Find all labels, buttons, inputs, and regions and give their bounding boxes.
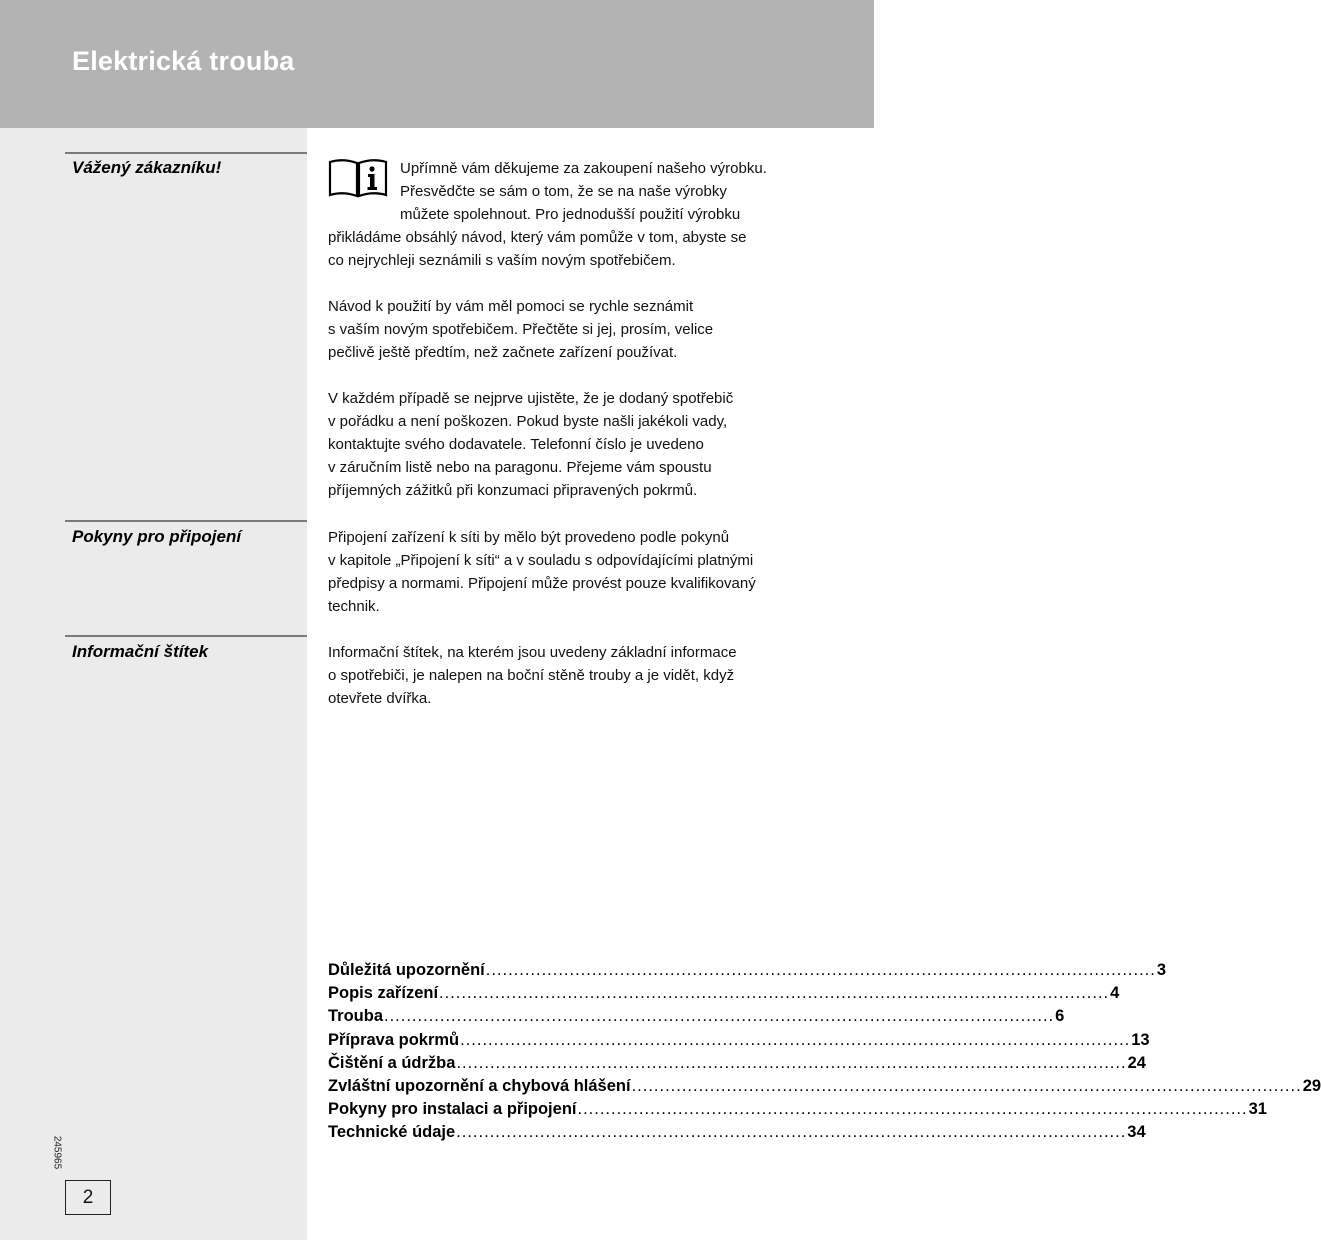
toc-title: Popis zařízení: [328, 984, 439, 1003]
toc-entry[interactable]: [328, 1053, 1146, 1077]
section-divider: [65, 520, 307, 522]
toc-title: Důležitá upozornění: [328, 961, 485, 979]
check-paragraph: [328, 387, 818, 502]
toc-title: Zvláštní upozornění a chybová hlášení: [328, 1076, 631, 1095]
text-line: Připojení zařízení k síti by mělo být provedeno podle pokynů: [328, 529, 730, 546]
toc-leader: ........................................................................................................................: [384, 1007, 1055, 1026]
text-line: příjemných zážitků při konzumaci připravených pokrmů.: [328, 482, 698, 499]
toc-title: Příprava pokrmů: [328, 1030, 460, 1049]
toc-leader: ........................................................................................................................: [456, 1123, 1127, 1142]
toc-leader: ........................................................................................................................: [577, 1100, 1248, 1119]
toc-title: Pokyny pro instalaci a připojení: [328, 1100, 577, 1119]
left-sidebar: [0, 128, 307, 1240]
section-divider: [65, 152, 307, 154]
text-line: můžete spolehnout. Pro jednodušší použití výrobku: [400, 206, 741, 223]
toc-page: 34: [1127, 1123, 1146, 1142]
toc-leader: ........................................................................................................................: [456, 1053, 1127, 1072]
text-line: o spotřebiči, je nalepen na boční stěně trouby a je vidět, když: [328, 667, 735, 684]
toc-entry[interactable]: [328, 1076, 1321, 1100]
text-line: V každém případě se nejprve ujistěte, že je dodaný spotřebič: [328, 390, 734, 407]
text-line: v záručním listě nebo na paragonu. Přejeme vám spoustu: [328, 459, 712, 476]
text-line: technik.: [328, 598, 380, 615]
toc-entry[interactable]: [328, 1100, 1267, 1123]
toc-leader: ........................................................................................................................: [439, 984, 1110, 1003]
toc-entry[interactable]: [328, 1030, 1150, 1054]
text-line: otevřete dvířka.: [328, 690, 432, 707]
page-number: 2: [65, 1180, 111, 1215]
text-line: předpisy a normami. Připojení může provést pouze kvalifikovaný: [328, 575, 756, 592]
toc-page: 24: [1127, 1053, 1146, 1072]
page-header: [0, 0, 874, 128]
page-title: Elektrická trouba: [72, 46, 295, 76]
toc-page: 31: [1248, 1100, 1267, 1119]
intro-paragraph: [328, 157, 818, 272]
section-heading-dear-customer: Vážený zákazníku!: [72, 158, 222, 177]
text-line: v kapitole „Připojení k síti“ a v souladu s odpovídajícími platnými: [328, 552, 754, 569]
text-line: Návod k použití by vám měl pomoci se rychle seznámit: [328, 298, 694, 315]
section-heading-connection: Pokyny pro připojení: [72, 527, 242, 546]
toc-leader: ........................................................................................................................: [631, 1076, 1302, 1095]
text-line: Přesvědčte se sám o tom, že se na naše výrobky: [400, 183, 727, 200]
text-line: s vaším novým spotřebičem. Přečtěte si jej, prosím, velice: [328, 321, 714, 338]
info-label-paragraph: [328, 641, 818, 710]
toc-leader: ........................................................................................................................: [485, 961, 1156, 979]
text-line: Informační štítek, na kterém jsou uvedeny základní informace: [328, 644, 737, 661]
manual-paragraph: [328, 295, 818, 364]
toc-title: Technické údaje: [328, 1123, 456, 1142]
toc-title: Čištění a údržba: [328, 1053, 456, 1072]
text-line: v pořádku a není poškozen. Pokud byste našli jakékoli vady,: [328, 413, 728, 430]
toc-entry[interactable]: [328, 961, 1167, 984]
text-line: přikládáme obsáhlý návod, který vám pomůže v tom, abyste se: [328, 229, 747, 246]
text-line: co nejrychleji seznámili s vaším novým spotřebičem.: [328, 252, 676, 269]
text-line: Upřímně vám děkujeme za zakoupení našeho výrobku.: [400, 160, 767, 177]
toc-page: 4: [1110, 984, 1120, 1003]
toc-page: 13: [1131, 1030, 1150, 1049]
toc-entry[interactable]: [328, 1007, 1065, 1030]
toc-entry[interactable]: [328, 984, 1120, 1007]
toc-page: 3: [1156, 961, 1167, 979]
text-line: kontaktujte svého dodavatele. Telefonní číslo je uvedeno: [328, 436, 704, 453]
text-line: pečlivě ještě předtím, než začnete zařízení používat.: [328, 344, 678, 361]
toc-page: 6: [1055, 1007, 1065, 1026]
toc-page: 29: [1302, 1076, 1321, 1095]
toc-entry[interactable]: [328, 1123, 1146, 1146]
section-divider: [65, 635, 307, 637]
toc-title: Trouba: [328, 1007, 384, 1026]
table-of-contents: [328, 961, 1321, 1147]
toc-leader: ........................................................................................................................: [460, 1030, 1131, 1049]
document-number: 245965: [51, 1135, 63, 1170]
connection-paragraph: [328, 526, 818, 618]
section-heading-info-label: Informační štítek: [72, 642, 209, 661]
